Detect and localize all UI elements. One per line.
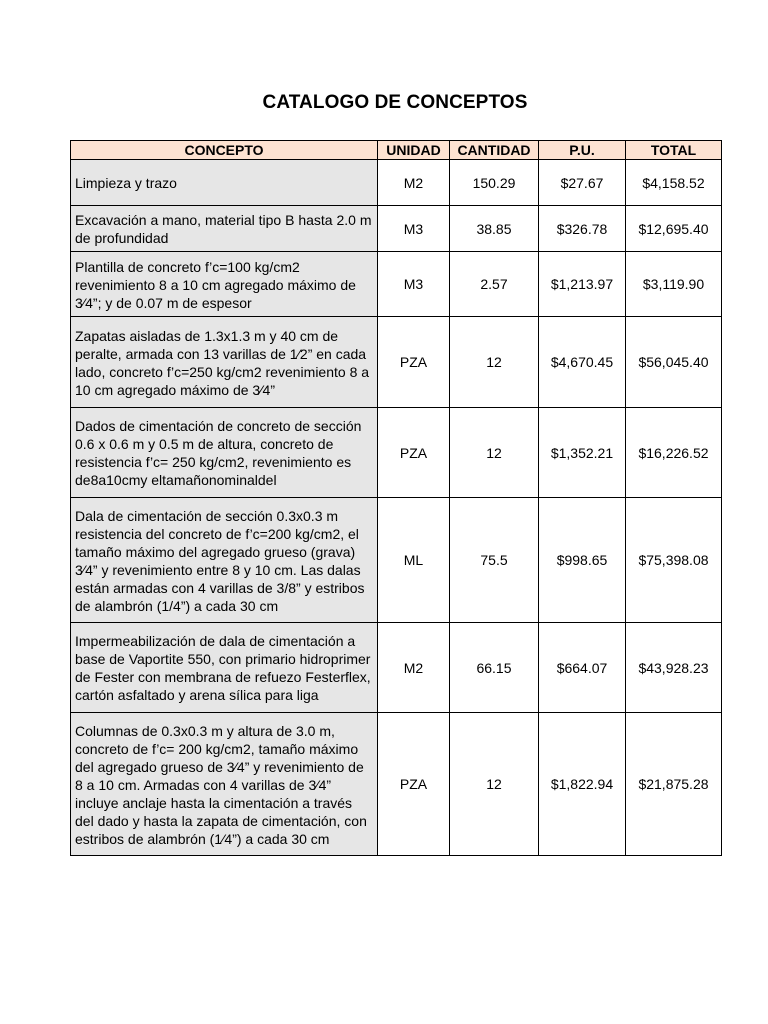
cell-concepto: Dados de cimentación de concreto de sección 0.6 x 0.6 m y 0.5 m de altura, concreto de resistencia f’c= 250 kg/cm2, revenimiento es de8a10cmy eltamañonominaldel [71, 408, 378, 498]
header-concepto: CONCEPTO [71, 141, 378, 160]
cell-total: $43,928.23 [626, 623, 722, 713]
cell-concepto: Limpieza y trazo [71, 160, 378, 206]
cell-unidad: M3 [378, 206, 450, 252]
cell-concepto: Zapatas aisladas de 1.3x1.3 m y 40 cm de peralte, armada con 13 varillas de 1⁄2” en cada lado, concreto f’c=250 kg/cm2 revenimiento 8 a 10 cm agregado máximo de 3⁄4” [71, 317, 378, 408]
cell-pu: $27.67 [539, 160, 626, 206]
table-row [71, 160, 722, 206]
catalog-table [70, 140, 722, 856]
cell-cantidad: 75.5 [450, 498, 539, 623]
cell-concepto: Plantilla de concreto f’c=100 kg/cm2 revenimiento 8 a 10 cm agregado máximo de 3⁄4”; y de 0.07 m de espesor [71, 252, 378, 317]
cell-unidad: M3 [378, 252, 450, 317]
cell-pu: $326.78 [539, 206, 626, 252]
cell-total: $3,119.90 [626, 252, 722, 317]
cell-unidad: M2 [378, 623, 450, 713]
cell-unidad: PZA [378, 408, 450, 498]
cell-concepto: Excavación a mano, material tipo B hasta 2.0 m de profundidad [71, 206, 378, 252]
cell-total: $4,158.52 [626, 160, 722, 206]
cell-cantidad: 150.29 [450, 160, 539, 206]
cell-concepto: Impermeabilización de dala de cimentación a base de Vaportite 550, con primario hidroprimer de Fester con membrana de refuezo Festerflex, cartón asfaltado y arena sílica para liga [71, 623, 378, 713]
cell-cantidad: 12 [450, 317, 539, 408]
header-cantidad: CANTIDAD [450, 141, 539, 160]
cell-concepto: Dala de cimentación de sección 0.3x0.3 m resistencia del concreto de f’c=200 kg/cm2, el tamaño máximo del agregado grueso (grava) 3⁄4” y revenimiento entre 8 y 10 cm. Las dalas están armadas con 4 varillas de 3/8” y estribos de alambrón (1/4”) a cada 30 cm [71, 498, 378, 623]
header-total: TOTAL [626, 141, 722, 160]
cell-total: $21,875.28 [626, 713, 722, 856]
cell-total: $12,695.40 [626, 206, 722, 252]
cell-cantidad: 38.85 [450, 206, 539, 252]
cell-concepto: Columnas de 0.3x0.3 m y altura de 3.0 m, concreto de f’c= 200 kg/cm2, tamaño máximo del agregado grueso de 3⁄4” y revenimiento de 8 a 10 cm. Armadas con 4 varillas de 3⁄4” incluye anclaje hasta la cimentación a través del dado y hasta la zapata de cimentación, con estribos de alambrón (1⁄4”) a cada 30 cm [71, 713, 378, 856]
table-row [71, 623, 722, 713]
cell-total: $56,045.40 [626, 317, 722, 408]
cell-total: $75,398.08 [626, 498, 722, 623]
cell-pu: $1,213.97 [539, 252, 626, 317]
header-row [71, 141, 722, 160]
table-row [71, 713, 722, 856]
cell-cantidad: 66.15 [450, 623, 539, 713]
cell-unidad: ML [378, 498, 450, 623]
header-unidad: UNIDAD [378, 141, 450, 160]
cell-cantidad: 12 [450, 713, 539, 856]
cell-unidad: PZA [378, 317, 450, 408]
page-title: CATALOGO DE CONCEPTOS [262, 92, 528, 113]
table-row [71, 317, 722, 408]
cell-total: $16,226.52 [626, 408, 722, 498]
cell-pu: $4,670.45 [539, 317, 626, 408]
cell-cantidad: 2.57 [450, 252, 539, 317]
table-row [71, 252, 722, 317]
cell-pu: $664.07 [539, 623, 626, 713]
cell-cantidad: 12 [450, 408, 539, 498]
cell-pu: $1,822.94 [539, 713, 626, 856]
table-row [71, 408, 722, 498]
cell-unidad: M2 [378, 160, 450, 206]
cell-pu: $1,352.21 [539, 408, 626, 498]
cell-pu: $998.65 [539, 498, 626, 623]
header-pu: P.U. [539, 141, 626, 160]
table-row [71, 206, 722, 252]
table-row [71, 498, 722, 623]
cell-unidad: PZA [378, 713, 450, 856]
